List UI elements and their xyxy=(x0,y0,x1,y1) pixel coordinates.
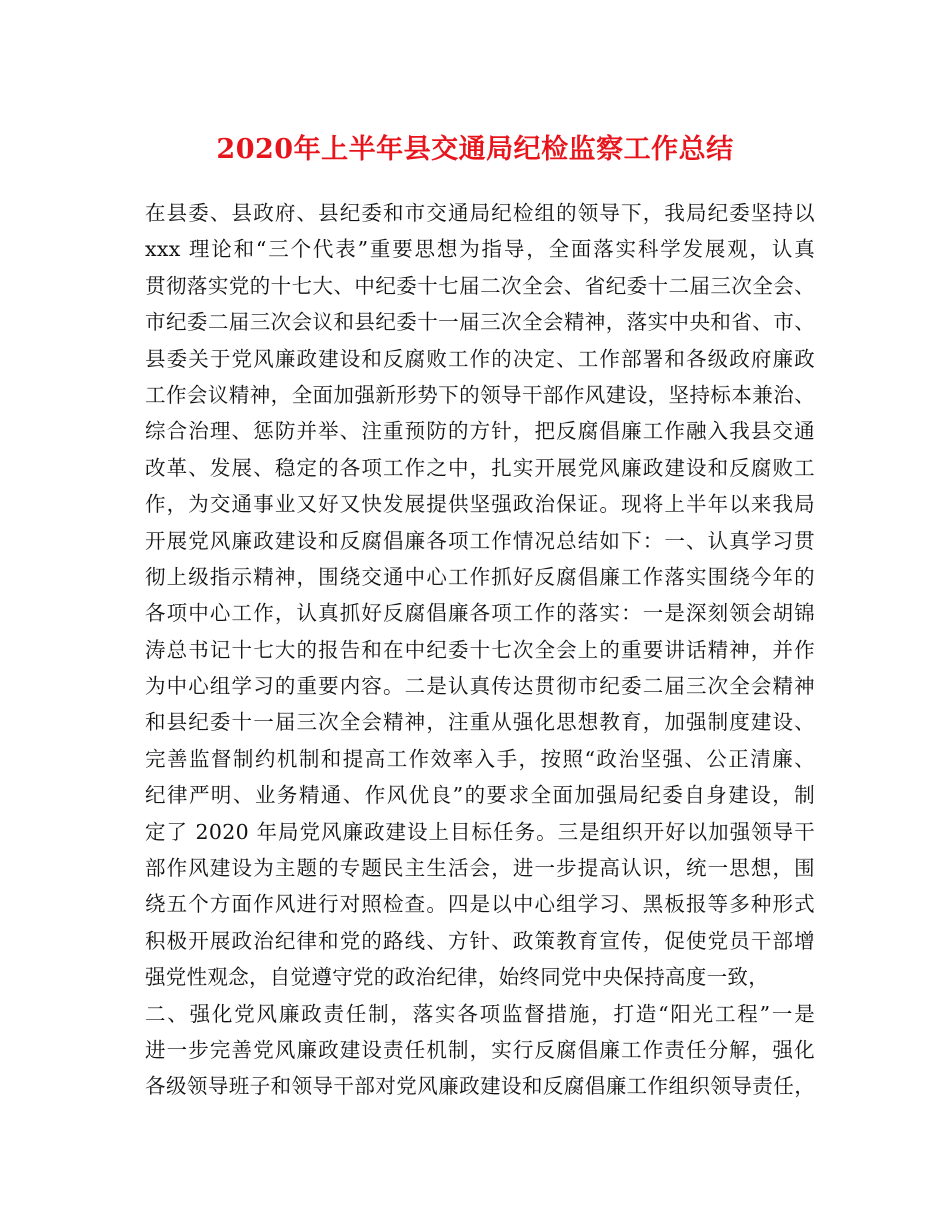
body-text-line: 涛总书记十七大的报告和在中纪委十七次全会上的重要讲话精神，并作 xyxy=(145,637,815,662)
body-text-line: 贯彻落实党的十七大、中纪委十七届二次全会、省纪委十二届三次全会、 xyxy=(145,273,815,298)
body-text-line: 为中心组学习的重要内容。二是认真传达贯彻市纪委二届三次全会精神 xyxy=(145,674,815,699)
document-body xyxy=(145,195,815,1105)
body-text-line: 开展党风廉政建设和反腐倡廉各项工作情况总结如下：一、认真学习贯 xyxy=(145,528,815,553)
body-text-line: 改革、发展、稳定的各项工作之中，扎实开展党风廉政建设和反腐败工 xyxy=(145,455,815,480)
body-text-line: 彻上级指示精神，围绕交通中心工作抓好反腐倡廉工作落实围绕今年的 xyxy=(145,564,815,589)
document-title: 2020年上半年县交通局纪检监察工作总结 xyxy=(216,134,734,165)
body-text-line: 各级领导班子和领导干部对党风廉政建设和反腐倡廉工作组织领导责任， xyxy=(145,1074,815,1099)
body-text-line: 纪律严明、业务精通、作风优良”的要求全面加强局纪委自身建设，制 xyxy=(145,783,815,808)
body-text-line: 作，为交通事业又好又快发展提供坚强政治保证。现将上半年以来我局 xyxy=(145,492,815,517)
body-text-line: 市纪委二届三次会议和县纪委十一届三次全会精神，落实中央和省、市、 xyxy=(145,310,815,335)
body-text-line: 强党性观念，自觉遵守党的政治纪律，始终同党中央保持高度一致， xyxy=(145,965,769,990)
body-text-line: 部作风建设为主题的专题民主生活会，进一步提高认识，统一思想，围 xyxy=(145,856,815,881)
body-text-line: 定了 2020 年局党风廉政建设上目标任务。三是组织开好以加强领导干 xyxy=(145,819,815,844)
body-text-line: 县委关于党风廉政建设和反腐败工作的决定、工作部署和各级政府廉政 xyxy=(145,346,815,371)
body-text-line: xxx 理论和“三个代表”重要思想为指导，全面落实科学发展观，认真 xyxy=(145,237,815,262)
body-text-line: 在县委、县政府、县纪委和市交通局纪检组的领导下，我局纪委坚持以 xyxy=(145,201,815,225)
body-text-line: 综合治理、惩防并举、注重预防的方针，把反腐倡廉工作融入我县交通 xyxy=(145,419,815,444)
body-text-line: 完善监督制约机制和提高工作效率入手，按照“政治坚强、公正清廉、 xyxy=(145,746,815,771)
body-text-line: 积极开展政治纪律和党的路线、方针、政策教育宣传，促使党员干部增 xyxy=(145,928,815,953)
body-text-line: 进一步完善党风廉政建设责任机制，实行反腐倡廉工作责任分解，强化 xyxy=(145,1037,815,1062)
body-text-line: 二、强化党风廉政责任制，落实各项监督措施，打造“阳光工程”一是 xyxy=(145,1001,815,1026)
body-text-line: 各项中心工作，认真抓好反腐倡廉各项工作的落实：一是深刻领会胡锦 xyxy=(145,601,815,626)
body-text-line: 和县纪委十一届三次全会精神，注重从强化思想教育，加强制度建设、 xyxy=(145,710,815,735)
body-text-line: 工作会议精神，全面加强新形势下的领导干部作风建设，坚持标本兼治、 xyxy=(145,382,815,407)
body-text-line: 绕五个方面作风进行对照检查。四是以中心组学习、黑板报等多种形式 xyxy=(145,892,815,917)
